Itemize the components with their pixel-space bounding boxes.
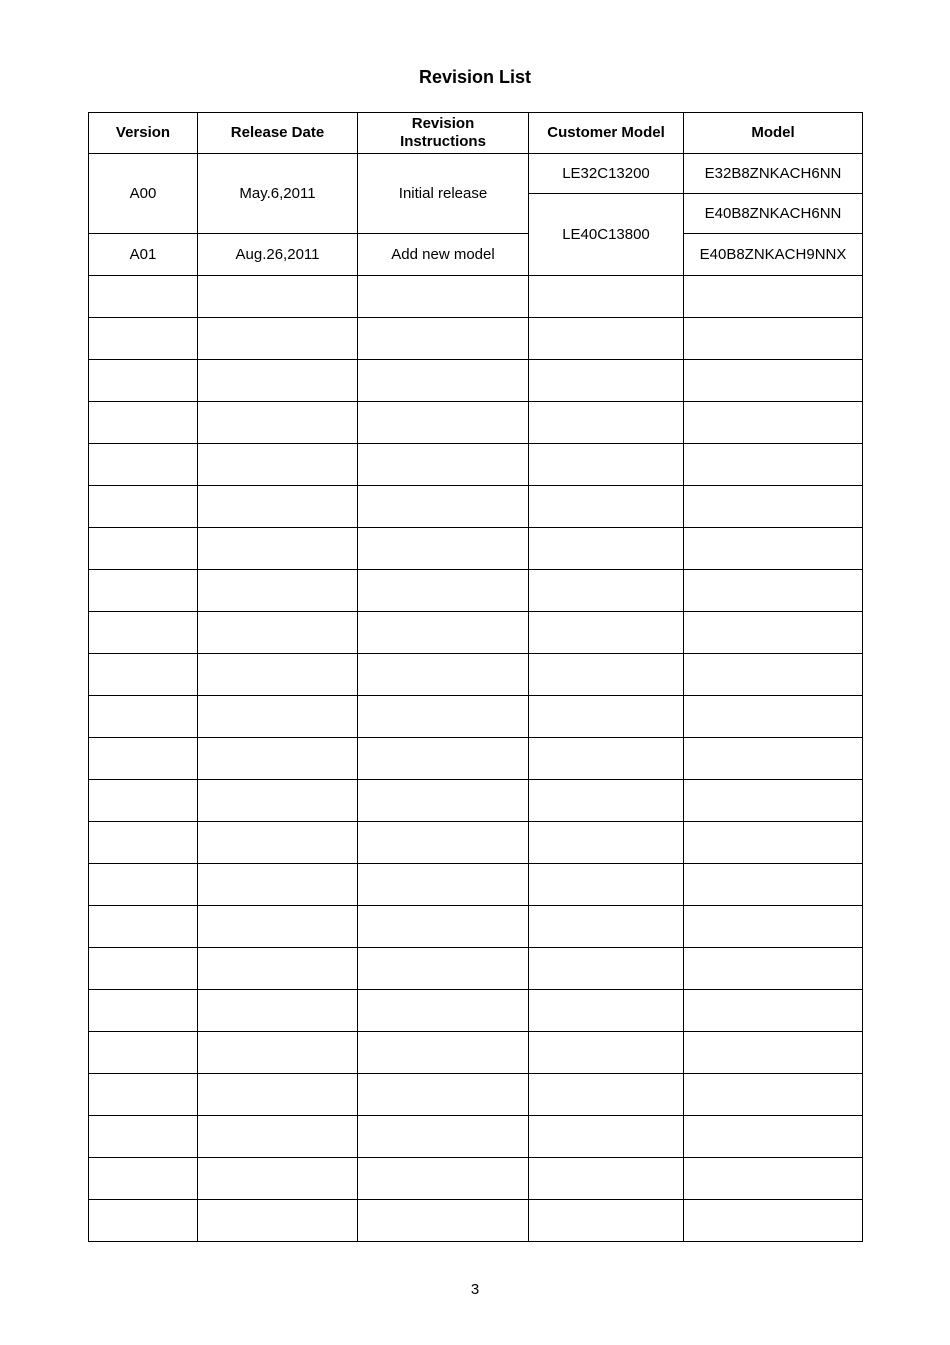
empty-cell [684,1200,863,1242]
empty-cell [684,276,863,318]
empty-cell [198,318,358,360]
empty-cell [89,486,198,528]
empty-cell [529,612,684,654]
empty-cell [529,486,684,528]
empty-cell [529,822,684,864]
empty-cell [358,612,529,654]
empty-cell [358,696,529,738]
empty-cell [198,1116,358,1158]
empty-cell [529,696,684,738]
instructions-cell: Add new model [358,234,529,276]
empty-cell [198,696,358,738]
empty-cell [358,864,529,906]
empty-cell [358,318,529,360]
empty-cell [684,570,863,612]
empty-cell [529,276,684,318]
empty-table-row [89,654,863,696]
empty-table-row [89,444,863,486]
empty-table-row [89,696,863,738]
customer-model-cell: LE32C13200 [529,154,684,194]
empty-cell [89,1032,198,1074]
empty-cell [684,906,863,948]
empty-cell [529,990,684,1032]
empty-cell [529,318,684,360]
page-number: 3 [470,1281,480,1298]
empty-cell [198,654,358,696]
empty-cell [198,990,358,1032]
empty-cell [529,948,684,990]
empty-cell [529,402,684,444]
empty-cell [89,864,198,906]
header-version: Version [89,113,198,154]
empty-table-row [89,360,863,402]
model-cell: E40B8ZNKACH9NNX [684,234,863,276]
empty-cell [529,1200,684,1242]
empty-cell [198,360,358,402]
header-customer-model: Customer Model [529,113,684,154]
empty-cell [358,444,529,486]
empty-cell [529,570,684,612]
empty-cell [89,444,198,486]
empty-table-row [89,990,863,1032]
empty-cell [684,864,863,906]
empty-cell [684,528,863,570]
empty-cell [89,654,198,696]
empty-table-row [89,1074,863,1116]
empty-table-row [89,864,863,906]
table-header-row [89,113,863,154]
empty-cell [89,1158,198,1200]
empty-cell [198,528,358,570]
empty-cell [89,822,198,864]
empty-cell [89,738,198,780]
empty-cell [358,738,529,780]
empty-cell [358,1200,529,1242]
blank-rows [89,276,863,1242]
empty-cell [684,444,863,486]
empty-cell [684,696,863,738]
header-model: Model [684,113,863,154]
empty-cell [198,864,358,906]
empty-cell [358,990,529,1032]
empty-cell [89,360,198,402]
empty-cell [684,486,863,528]
empty-cell [684,402,863,444]
empty-cell [684,360,863,402]
empty-cell [89,1200,198,1242]
empty-cell [89,906,198,948]
table-row [89,154,863,194]
empty-cell [358,570,529,612]
header-revision-instructions-line2: Instructions [400,133,486,150]
empty-cell [358,654,529,696]
empty-cell [89,276,198,318]
empty-cell [684,738,863,780]
empty-cell [684,990,863,1032]
empty-cell [529,1116,684,1158]
header-revision-instructions-line1: Revision [411,115,475,132]
empty-table-row [89,1116,863,1158]
empty-table-row [89,486,863,528]
empty-cell [529,780,684,822]
empty-cell [358,1074,529,1116]
empty-table-row [89,1032,863,1074]
empty-cell [198,276,358,318]
empty-table-row [89,528,863,570]
model-cell: E32B8ZNKACH6NN [684,154,863,194]
empty-cell [684,318,863,360]
empty-cell [358,822,529,864]
empty-cell [529,906,684,948]
empty-cell [684,1074,863,1116]
empty-table-row [89,402,863,444]
empty-cell [198,612,358,654]
model-cell: E40B8ZNKACH6NN [684,194,863,234]
empty-cell [358,1032,529,1074]
empty-cell [198,1074,358,1116]
page-title: Revision List [418,67,532,87]
empty-cell [198,1200,358,1242]
empty-cell [684,654,863,696]
empty-cell [358,486,529,528]
empty-cell [684,612,863,654]
empty-cell [198,948,358,990]
empty-cell [529,864,684,906]
empty-cell [358,360,529,402]
empty-cell [358,1158,529,1200]
empty-cell [89,1074,198,1116]
empty-cell [89,696,198,738]
empty-table-row [89,276,863,318]
empty-cell [198,1032,358,1074]
revision-table [88,112,863,1242]
empty-cell [358,906,529,948]
empty-cell [529,360,684,402]
empty-cell [89,990,198,1032]
empty-cell [198,444,358,486]
empty-cell [529,528,684,570]
empty-cell [198,1158,358,1200]
empty-cell [529,1032,684,1074]
empty-table-row [89,570,863,612]
empty-cell [684,1158,863,1200]
empty-cell [358,402,529,444]
release-date-cell: May.6,2011 [198,154,358,234]
empty-table-row [89,318,863,360]
empty-cell [529,444,684,486]
empty-cell [684,822,863,864]
empty-cell [89,780,198,822]
empty-cell [198,780,358,822]
empty-cell [529,1158,684,1200]
customer-model-cell: LE40C13800 [529,194,684,276]
version-cell: A01 [89,234,198,276]
empty-table-row [89,822,863,864]
empty-cell [89,948,198,990]
empty-table-row [89,1200,863,1242]
empty-cell [89,318,198,360]
empty-cell [529,1074,684,1116]
empty-cell [89,402,198,444]
empty-table-row [89,1158,863,1200]
empty-cell [684,948,863,990]
empty-cell [89,570,198,612]
empty-cell [358,1116,529,1158]
empty-table-row [89,738,863,780]
empty-cell [358,780,529,822]
empty-cell [198,486,358,528]
empty-cell [684,1032,863,1074]
empty-cell [198,906,358,948]
empty-cell [358,948,529,990]
release-date-cell: Aug.26,2011 [198,234,358,276]
empty-cell [358,276,529,318]
header-release-date: Release Date [198,113,358,154]
empty-cell [89,1116,198,1158]
empty-cell [198,570,358,612]
empty-cell [89,612,198,654]
version-cell: A00 [89,154,198,234]
empty-table-row [89,780,863,822]
empty-cell [529,654,684,696]
empty-table-row [89,612,863,654]
instructions-cell: Initial release [358,154,529,234]
empty-cell [198,822,358,864]
empty-cell [684,780,863,822]
empty-cell [684,1116,863,1158]
empty-cell [198,738,358,780]
empty-cell [358,528,529,570]
header-revision-instructions [358,113,529,154]
empty-cell [198,402,358,444]
empty-cell [89,528,198,570]
empty-table-row [89,948,863,990]
empty-cell [529,738,684,780]
empty-table-row [89,906,863,948]
